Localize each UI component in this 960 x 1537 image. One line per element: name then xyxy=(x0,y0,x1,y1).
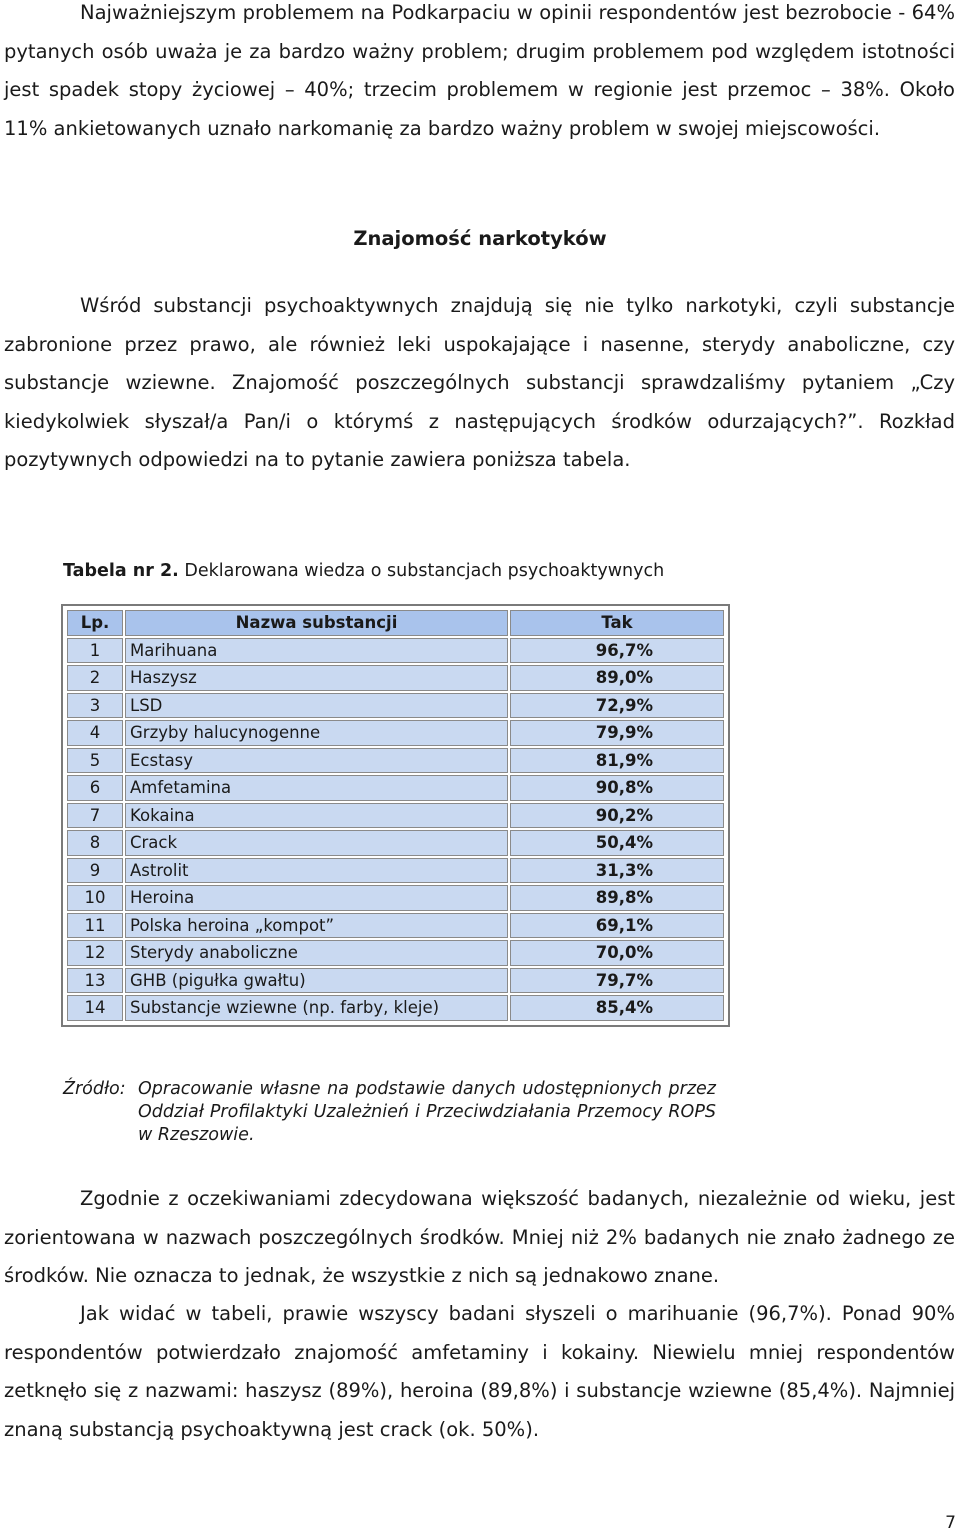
cell-lp: 6 xyxy=(67,775,123,801)
table-caption xyxy=(63,561,664,581)
cell-name: Substancje wziewne (np. farby, kleje) xyxy=(125,995,508,1021)
cell-value: 81,9% xyxy=(510,748,724,774)
section-paragraph: Wśród substancji psychoaktywnych znajdują się nie tylko narkotyki, czyli substancje zabronione przez prawo, ale również leki uspokajające i nasenne, sterydy anaboliczne, czy substancje wziewne. Znajomość poszczególnych substancji sprawdzaliśmy pytaniem „Czy kiedykolwiek słyszał/a Pan/i o którymś z następujących środków odurzających?”. Rozkład pozytywnych odpowiedzi na to pytanie zawiera poniższa tabela. xyxy=(4,294,955,472)
cell-lp: 7 xyxy=(67,803,123,829)
source-text: Opracowanie własne na podstawie danych udostępnionych przez Oddział Profilaktyki Uzależnień i Przeciwdziałania Przemocy ROPS w Rzeszowie. xyxy=(138,1079,716,1145)
intro-paragraph: Najważniejszym problemem na Podkarpaciu w opinii respondentów jest bezrobocie - 64% pytanych osób uważa je za bardzo ważny problem; drugim problemem pod względem istotności jest spadek stopy życiowej – 40%; trzecim problemem w regionie jest przemoc – 38%. Około 11% ankietowanych uznało narkomanię za bardzo ważny problem w swojej miejscowości. xyxy=(4,1,955,140)
cell-lp: 12 xyxy=(67,940,123,966)
table-row xyxy=(67,720,724,746)
cell-name: Sterydy anaboliczne xyxy=(125,940,508,966)
cell-lp: 1 xyxy=(67,638,123,664)
source-label: Źródło: xyxy=(63,1079,126,1099)
table-row xyxy=(67,693,724,719)
cell-lp: 10 xyxy=(67,885,123,911)
cell-value: 70,0% xyxy=(510,940,724,966)
table-row xyxy=(67,638,724,664)
cell-lp: 11 xyxy=(67,913,123,939)
cell-name: Polska heroina „kompot” xyxy=(125,913,508,939)
section-heading: Znajomość narkotyków xyxy=(353,227,607,250)
cell-lp: 13 xyxy=(67,968,123,994)
cell-value: 89,8% xyxy=(510,885,724,911)
cell-value: 79,7% xyxy=(510,968,724,994)
cell-value: 96,7% xyxy=(510,638,724,664)
cell-name: Crack xyxy=(125,830,508,856)
cell-lp: 8 xyxy=(67,830,123,856)
paragraph-3: Zgodnie z oczekiwaniami zdecydowana większość badanych, niezależnie od wieku, jest zorientowana w nazwach poszczególnych środków. Mniej niż 2% badanych nie znało żadnego ze środków. Nie oznacza to jednak, że wszystkie z nich są jednakowo znane. xyxy=(4,1187,955,1288)
table-row xyxy=(67,830,724,856)
cell-name: Grzyby halucynogenne xyxy=(125,720,508,746)
cell-lp: 5 xyxy=(67,748,123,774)
cell-value: 69,1% xyxy=(510,913,724,939)
cell-lp: 2 xyxy=(67,665,123,691)
table-row xyxy=(67,995,724,1021)
cell-value: 31,3% xyxy=(510,858,724,884)
cell-lp: 14 xyxy=(67,995,123,1021)
cell-value: 72,9% xyxy=(510,693,724,719)
table-row xyxy=(67,968,724,994)
table-header-row xyxy=(67,610,724,636)
cell-lp: 4 xyxy=(67,720,123,746)
page-number: 7 xyxy=(945,1513,956,1533)
header-name: Nazwa substancji xyxy=(125,610,508,636)
table-row xyxy=(67,940,724,966)
cell-value: 79,9% xyxy=(510,720,724,746)
cell-name: Marihuana xyxy=(125,638,508,664)
cell-value: 50,4% xyxy=(510,830,724,856)
table-row xyxy=(67,775,724,801)
cell-name: Kokaina xyxy=(125,803,508,829)
cell-value: 89,0% xyxy=(510,665,724,691)
table-row xyxy=(67,858,724,884)
table-source xyxy=(63,1078,718,1147)
table-row xyxy=(67,665,724,691)
cell-name: Amfetamina xyxy=(125,775,508,801)
cell-lp: 9 xyxy=(67,858,123,884)
cell-name: GHB (pigułka gwałtu) xyxy=(125,968,508,994)
table-row xyxy=(67,885,724,911)
cell-name: Astrolit xyxy=(125,858,508,884)
cell-name: Haszysz xyxy=(125,665,508,691)
substances-table xyxy=(61,604,730,1027)
header-lp: Lp. xyxy=(67,610,123,636)
cell-name: LSD xyxy=(125,693,508,719)
cell-name: Ecstasy xyxy=(125,748,508,774)
cell-lp: 3 xyxy=(67,693,123,719)
cell-value: 90,2% xyxy=(510,803,724,829)
cell-name: Heroina xyxy=(125,885,508,911)
table-row xyxy=(67,913,724,939)
table-caption-text: Deklarowana wiedza o substancjach psychoaktywnych xyxy=(178,561,665,581)
paragraph-4: Jak widać w tabeli, prawie wszyscy badani słyszeli o marihuanie (96,7%). Ponad 90% respondentów potwierdzało znajomość amfetaminy i kokainy. Niewielu mniej respondentów zetknęło się z nazwami: haszysz (89%), heroina (89,8%) i substancje wziewne (85,4%). Najmniej znaną substancją psychoaktywną jest crack (ok. 50%). xyxy=(4,1302,955,1441)
table-row xyxy=(67,803,724,829)
table-row xyxy=(67,748,724,774)
header-yes: Tak xyxy=(510,610,724,636)
cell-value: 85,4% xyxy=(510,995,724,1021)
table-caption-label: Tabela nr 2. xyxy=(63,561,179,581)
cell-value: 90,8% xyxy=(510,775,724,801)
